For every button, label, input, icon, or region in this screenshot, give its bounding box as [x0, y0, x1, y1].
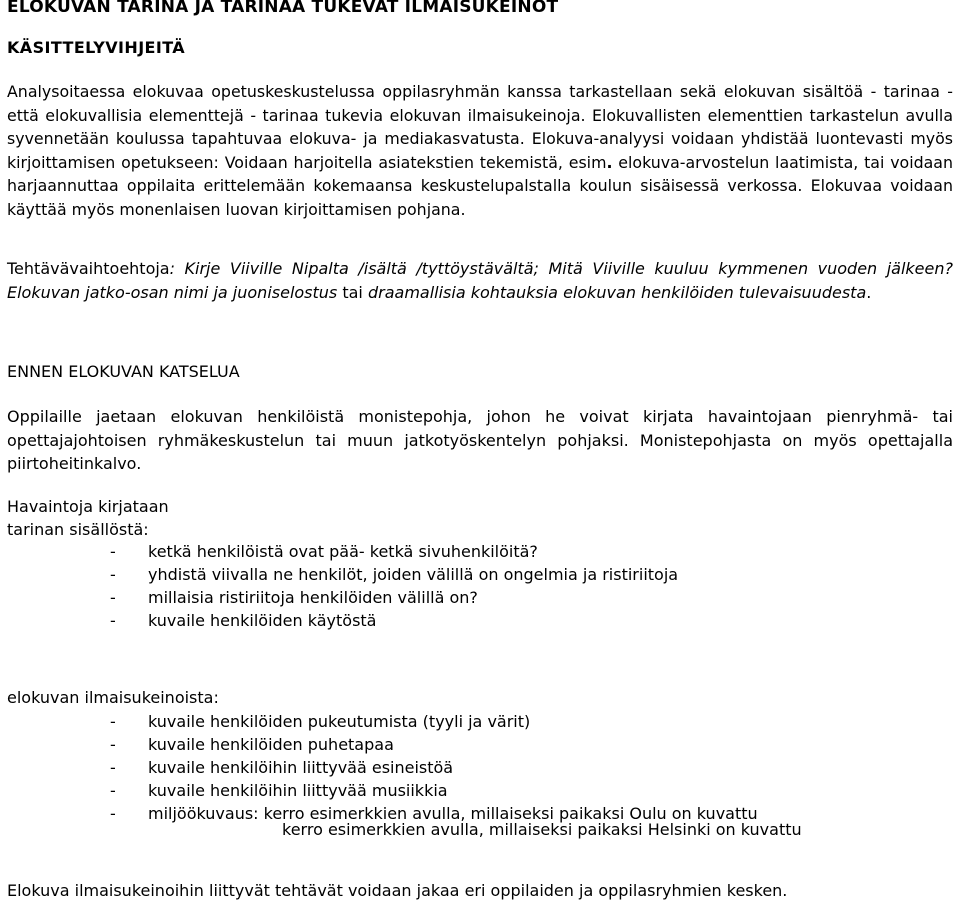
closing-sentence: Elokuva ilmaisukeinoihin liittyvät tehtävät voidaan jakaa eri oppilaiden ja oppilasryhmien kesken.: [7, 881, 788, 900]
before-paragraph: Oppilaille jaetaan elokuvan henkilöistä monistepohja, johon he voivat kirjata havaintojaan pienryhmä- tai opettajajohtoisen ryhmäkeskustelun tai muun jatkotyöskentelyn pohjaksi. Monistepohjasta on myös opettajalla piirtoheitinkalvo.: [7, 407, 953, 473]
intro-paragraph: [7, 80, 953, 221]
means-heading: elokuvan ilmaisukeinoista:: [7, 688, 219, 707]
intro-text-a: Analysoitaessa elokuvaa opetuskeskustelussa oppilasryhmän kanssa tarkastellaan sekä elokuvan sisältöä - tarinaa - että elokuvallisia elementtejä - tarinaa tukevia elokuvan ilmaisukeinoja. Elokuvallisten elementtien tarkastelun avulla syvennetään koulussa tapahtuvaa elokuva- ja mediakasvatusta. Elokuva-analyysi voidaan yhdistää luontevasti myös kirjoittamisen opetukseen: Voidaan harjoitella asiatekstien tekemistä, esim: [7, 82, 953, 172]
document-title: ELOKUVAN TARINA JA TARINAA TUKEVAT ILMAISUKEINOT: [7, 0, 559, 17]
dash-mark: -: [110, 611, 116, 630]
list-item-text: ketkä henkilöistä ovat pää- ketkä sivuhenkilöitä?: [148, 542, 538, 561]
list-item: [7, 756, 758, 779]
list-item: [7, 586, 678, 609]
tasks-normal-1: tai: [337, 282, 368, 302]
tasks-end: .: [866, 282, 872, 302]
means-continuation: kerro esimerkkien avulla, millaiseksi paikaksi Helsinki on kuvattu: [282, 820, 802, 839]
tasks-paragraph: [7, 257, 953, 304]
dash-mark: -: [110, 735, 116, 754]
list-item-text: yhdistä viivalla ne henkilöt, joiden välillä on ongelmia ja ristiriitoja: [148, 565, 679, 584]
list-item-text: kuvaile henkilöihin liittyvää musiikkia: [148, 781, 448, 800]
tasks-label: Tehtävävaihtoehtoja: [7, 259, 170, 278]
list-item: [7, 710, 758, 733]
tasks-italic-2: draamallisia kohtauksia elokuvan henkilöiden tulevaisuudesta: [367, 282, 867, 302]
list-item: [7, 609, 678, 632]
list-item: [7, 779, 758, 802]
dash-mark: -: [110, 758, 116, 777]
dash-mark: -: [110, 804, 116, 823]
dash-mark: -: [110, 542, 116, 561]
list-item-text: kuvaile henkilöiden käytöstä: [148, 611, 377, 630]
observe-block: [7, 495, 169, 541]
list-item-text: kuvaile henkilöiden puhetapaa: [148, 735, 394, 754]
intro-text-b: .: [606, 152, 613, 172]
content-list: [7, 540, 678, 632]
tasks-italic-1: : Kirje Viiville Nipalta /isältä /tyttöystävältä; Mitä Viiville kuuluu kymmenen vuoden jälkeen? Elokuvan jatko-osan nimi ja juoniselostus: [7, 259, 953, 302]
list-item: [7, 733, 758, 756]
dash-mark: -: [110, 565, 116, 584]
before-heading: ENNEN ELOKUVAN KATSELUA: [7, 362, 240, 381]
dash-mark: -: [110, 712, 116, 731]
document-subtitle: KÄSITTELYVIHJEITÄ: [7, 38, 186, 57]
dash-mark: -: [110, 588, 116, 607]
list-item-text: kuvaile henkilöihin liittyvää esineistöä: [148, 758, 454, 777]
dash-mark: -: [110, 781, 116, 800]
list-item-text: miljöökuvaus: kerro esimerkkien avulla, millaiseksi paikaksi Oulu on kuvattu: [148, 804, 758, 823]
means-list: [7, 710, 758, 825]
list-item-text: millaisia ristiriitoja henkilöiden välillä on?: [148, 588, 478, 607]
list-item: [7, 563, 678, 586]
observe-line-2: tarinan sisällöstä:: [7, 520, 149, 539]
list-item-text: kuvaile henkilöiden pukeutumista (tyyli ja värit): [148, 712, 531, 731]
observe-line-1: Havaintoja kirjataan: [7, 497, 169, 516]
list-item: [7, 540, 678, 563]
intro-text-c: elokuva-arvostelun laatimista, tai voidaan harjaannuttaa oppilaita erittelemään kokemaansa keskustelupalstalla koulun sisäisessä verkossa. Elokuvaa voidaan käyttää myös monenlaisen luovan kirjoittamisen pohjana.: [7, 152, 954, 219]
